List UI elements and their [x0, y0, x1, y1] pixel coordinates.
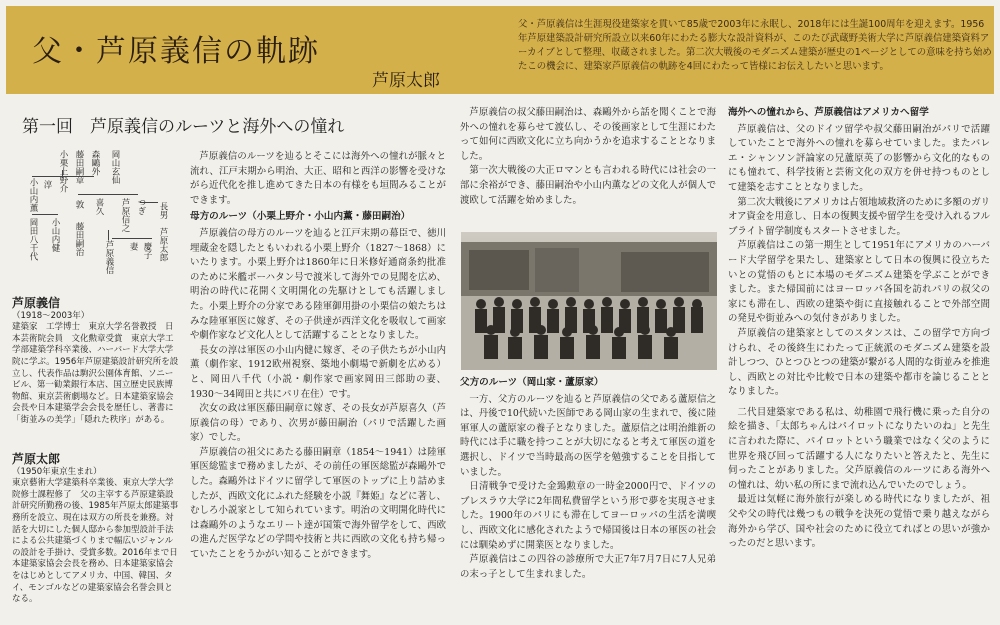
- tree-line: [112, 238, 152, 239]
- intro-text: 父・芦原義信は生涯現役建築家を貫いて85歳で2003年に永眠し、2018年には生誕100周年を迎えます。1956年芦原建築設計研究所設立以来60年にわたる膨大な設計資料が、このたび武蔵野美術大学に芦原義信建築資料アーカイブとして整理、収蔵されました。第二次大戦後のモダニズム建築が歴史の1ページとしての意味を持ち始めたこの機会に、建築家芦原義信の軌跡を4回にわたって皆様にお伝えしたいと思います。: [518, 19, 992, 72]
- tree-name: 小栗上野介: [58, 150, 68, 193]
- tree-name: 芦原義信: [104, 240, 114, 274]
- chapter-title: 第一回 芦原義信のルーツと海外への憧れ: [22, 117, 345, 137]
- section-heading: 海外への憧れから、芦原義信はアメリカへ留学: [728, 107, 929, 118]
- tree-name: 岡山玄仙: [110, 150, 120, 184]
- group-photo-image: [461, 232, 717, 370]
- body-paragraph: 芦原義信はこの四谷の診療所で大正7年7月7日に7人兄弟の末っ子として生まれました。: [460, 554, 716, 580]
- body-paragraph: 長女の淳は軍医の小山内健に嫁ぎ、その子供たちが小山内薫（劇作家、1912欧州視察、築地小劇場で新劇を広める）と、岡田八千代（小説・劇作家で画家岡田三郎助の妻、1930〜34岡田と共にパリ在住）です。: [190, 344, 446, 400]
- body-paragraph: 一方、父方のルーツを辿ると芦原義信の父である蘆原信之は、丹後で10代続いた医師である岡山家の生まれで、後に陸軍軍人の蘆原家の養子となりました。蘆原信之は明治維新の時代には手に職を持つことが大切になると考えて軍医の道を選択し、ドイツで当時最高の医学を勉強することを目指していました。: [460, 393, 716, 478]
- body-paragraph: 次女の政は軍医藤田嗣章に嫁ぎ、その長女が芦原喜久（芦原義信の母）であり、次男が藤田嗣治（パリで活躍した画家）でした。: [190, 403, 446, 444]
- article-column-1: [190, 150, 446, 563]
- bio-name: 芦原義信: [12, 296, 61, 310]
- bio-years: （1918〜2003年）: [12, 310, 90, 321]
- tree-line: [32, 176, 94, 177]
- bio-text: 建築家 工学博士 東京大学名誉教授 日本芸術院会員 文化勲章受賞 東京大学工学部建築学科卒業後、ハーバード大学大学院に学ぶ。1956年芦原建築設計研究所を設立し、代表作品は駒沢公園体育館、ソニービル、第一勧業銀行本店、国立歴史民族博物館、東京芸術劇場など。日本建築家協会会長や日本建築学会会長を歴任し、著書に「街並みの美学」「隠れた秩序」がある。: [12, 322, 179, 425]
- tree-line: [140, 202, 158, 203]
- body-paragraph: 第一次大戦後の大正ロマンとも言われる時代には社会の一部に余裕ができ、藤田嗣治や小山内薫などの文化人が個人で渡欧して活躍を始めました。: [460, 165, 716, 206]
- section-heading: 母方のルーツ（小栗上野介・小山内薫・藤田嗣治）: [190, 211, 411, 223]
- body-paragraph: 芦原義信の叔父藤田嗣治は、森鷗外から話を聞くことで海外への憧れを募らせて渡仏し、その後画家として生涯にわたって如何に西欧文化に立ち向かうかを追求することとなりました。: [460, 107, 716, 162]
- tree-name: 淳: [42, 180, 52, 189]
- body-paragraph: 第二次大戦後にアメリカは占領地域救済のために多額のガリオア資金を用意し、日本の復興支援や留学生を受け入れるフルブライト留学制度もスタートさせました。: [728, 196, 990, 237]
- tree-name: 小山内薫: [28, 178, 38, 212]
- header-banner: [6, 6, 994, 94]
- body-paragraph: 芦原義信はこの第一期生として1951年にアメリカのハーバード大学留学を果たし、建築家として日本の復興に役立ちたいとの覚悟のもとに本場のモダニズム建築を学ぶことができました。また帰国前にはヨーロッパ各国を訪れパリの叔父の家にも滞在し、西欧の建築や街に直接触れることで外部空間の発見や街並みへの気付きがありました。: [728, 240, 990, 325]
- tree-name: 長男 芦原太郎: [158, 202, 168, 262]
- section-heading: 父方のルーツ（岡山家・蘆原家）: [460, 377, 604, 388]
- tree-name: 敦: [74, 200, 84, 209]
- body-paragraph: 芦原義信のルーツを辿るとそこには海外への憧れが脈々と流れ、江戸末期から明治、大正、昭和と西洋の影響を受けながら近代化を推し進めてきた日本の有様をも垣間みることができます。: [190, 151, 446, 206]
- bio-taro: [12, 454, 180, 606]
- family-tree: [12, 142, 174, 290]
- body-paragraph: 最近は気軽に海外旅行が楽しめる時代になりましたが、祖父や父の時代は幾つもの戦争を決死の覚悟で乗り越えながら海外から学び、国や社会のために役立てればとの思いが強かったのだと思います。: [728, 494, 990, 550]
- body-paragraph: 芦原義信の母方のルーツを辿ると江戸末期の幕臣で、徳川埋蔵金を隠したともいわれる小栗上野介（1827〜1868）にいたります。小栗上野介は1860年に日米修好通商条約批准のために米艦ポーハタン号で渡米して海外での見聞を広め、明治の時代に花開く文明開化の先駆けとしても活躍しました。小栗上野介の分家である陸軍御用掛の小栗信の娘たちはみな陸軍軍医に嫁ぎ、その子供達が西洋文化を吸収して画家や劇作家など文化人として活躍することとなりました。: [190, 227, 446, 342]
- tree-name: 森鷗外: [90, 150, 100, 176]
- body-paragraph: 日清戦争で受けた金鵄勲章の一時金2000円で、ドイツのブレスラウ大学に2年間私費留学という形で夢を実現させました。1900年のパリにも滞在してヨーロッパの生活を満喫し、西欧文化に感化されたようで帰国後は日本の軍医の社会には馴染めずに開業医となりました。: [460, 481, 716, 551]
- article-column-2-top: [460, 106, 716, 208]
- bio-text: 東京藝術大学建築科卒業後、東京大学大学院修士課程修了 父の主宰する芦原建築設計研究所勤務の後、1985年芦原太郎建築事務所を設立、現在は双方の所長を兼務。対話を大切にした個人邸から参加型設計手法による公共建築づくりまで幅広いジャンルの設計を手掛け、受賞多数。2016年まで日本建築家協会会長を務め、日本建築家協会をはじめとしてアメリカ、中国、韓国、タイ、モンゴルなどの建築家協会名誉会員となる。: [12, 478, 179, 605]
- tree-line: [78, 194, 138, 195]
- tree-name: 岡田八千代: [28, 218, 38, 261]
- tree-name: 妻: [128, 242, 138, 251]
- article-title: 父・芦原義信の軌跡: [32, 34, 320, 69]
- body-paragraph: 芦原義信の建築家としてのスタンスは、この留学で方向づけられ、その後終生にわたって正統派のモダニズム建築を設計しつつ、ひとつひとつの建築が繋がる人間的な街並みを推進し、西欧との対比や比較で日本の建築や都市を論じることとなりました。: [728, 327, 990, 398]
- tree-name: 藤田嗣章: [74, 150, 84, 184]
- article-column-3: [728, 104, 990, 552]
- tree-line: [108, 230, 109, 240]
- tree-name: 芦原信之: [120, 198, 130, 232]
- bio-name: 芦原太郎: [12, 452, 61, 466]
- article-column-2-bottom: [460, 374, 716, 582]
- family-photo: [461, 232, 717, 370]
- tree-name: 喜久: [94, 198, 104, 215]
- tree-line: [62, 170, 63, 178]
- body-paragraph: 二代目建築家である私は、幼稚園で飛行機に乗った自分の絵を描き、「太郎ちゃんはパイロットになりたいのね」と先生に言われた際に、パイロットという職業ではなく父のように世界を飛び回って活躍する人になりたいと答えたと、先生に伺ったことがありました。父芦原義信のルーツにある海外への憧れは、幼い私の所にまで流れ込んでいたのでしょう。: [728, 406, 990, 491]
- article-author: 芦原太郎: [372, 71, 440, 91]
- tree-name: 藤田嗣治: [74, 222, 84, 256]
- body-paragraph: 芦原義信の祖父にあたる藤田嗣章（1854〜1941）は陸軍軍医総監まで務めましたが、その前任の軍医総監が森鷗外でした。森鷗外はドイツに留学して軍医のトップに上り詰めましたが、西欧文化にふれた経験を小説『舞姫』などに著し、むしろ小説家として知られています。明治の文明開化時代には森鷗外のようなエリート達が国策で海外留学をして、西欧の進んだ医学などの学問や技術と共に西欧の文化も持ち帰っていたことをうかがい知ることができます。: [190, 446, 446, 561]
- body-paragraph: 芦原義信は、父のドイツ留学や叔父藤田嗣治がパリで活躍していたことで海外への憧れを募らせていました。またバレエ・シャンソン評論家の兄蘆原英了の影響から文化的なものにも憧れて、科学技術と芸術文化の双方を併せ持つものとして建築を志すこととなりました。: [728, 123, 990, 193]
- tree-name: つぎ: [136, 198, 146, 215]
- tree-line: [32, 214, 58, 215]
- bio-yoshinobu: [12, 298, 180, 427]
- bio-years: （1950年東京生まれ）: [12, 466, 102, 477]
- tree-name: 小山内健: [50, 218, 60, 252]
- tree-name: 慶子: [142, 242, 152, 259]
